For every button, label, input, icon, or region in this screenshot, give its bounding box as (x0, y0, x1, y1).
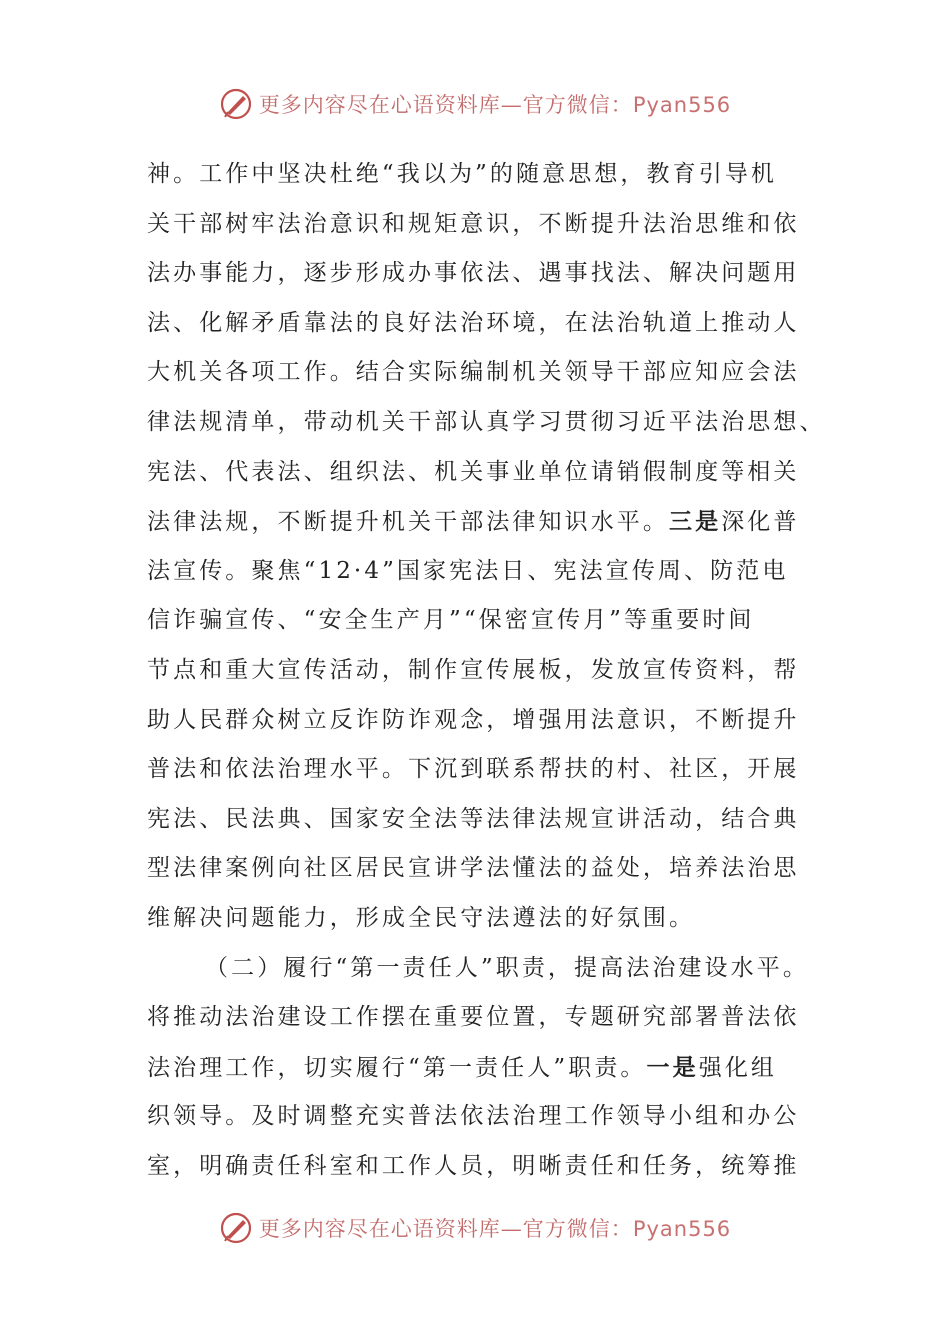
quill-logo-icon (219, 87, 253, 121)
quill-logo-icon (219, 1211, 253, 1245)
text-line: 维解决问题能力，形成全民守法遵法的好氛围。 (147, 904, 696, 931)
watermark-text: 更多内容尽在心语资料库—官方微信：Pyan556 (258, 93, 732, 117)
bold-marker: 一是 (646, 1053, 699, 1081)
text-line: 室，明确责任科室和工作人员，明晰责任和任务，统筹推 (147, 1152, 800, 1179)
text-line: 将推动法治建设工作摆在重要位置，专题研究部署普法依 (147, 1004, 800, 1031)
text-line: 宪法、民法典、国家安全法等法律法规宣讲活动，结合典 (147, 805, 800, 832)
text-line: 法治理工作，切实履行“第一责任人”职责。一是强化组 (147, 1053, 778, 1081)
text-line: 信诈骗宣传、“安全生产月”“保密宣传月”等重要时间 (147, 607, 755, 634)
text-line: 法、化解矛盾靠法的良好法治环境，在法治轨道上推动人 (147, 309, 800, 336)
text-line: 助人民群众树立反诈防诈观念，增强用法意识，不断提升 (147, 706, 800, 733)
header-watermark (0, 84, 950, 124)
text-line: 法办事能力，逐步形成办事依法、遇事找法、解决问题用 (147, 260, 800, 287)
text-line: 律法规清单，带动机关干部认真学习贯彻习近平法治思想、 (147, 408, 826, 435)
text-line: 织领导。及时调整充实普法依法治理工作领导小组和办公 (147, 1103, 800, 1130)
text-line: 大机关各项工作。结合实际编制机关领导干部应知应会法 (147, 359, 800, 386)
text-line: 节点和重大宣传活动，制作宣传展板，发放宣传资料，帮 (147, 656, 800, 683)
document-body (147, 150, 826, 1191)
text-line: 法宣传。聚焦“12·4”国家宪法日、宪法宣传周、防范电 (147, 557, 789, 584)
text-line: 关干部树牢法治意识和规矩意识，不断提升法治思维和依 (147, 210, 800, 237)
text-line: 法律法规，不断提升机关干部法律知识水平。三是深化普 (147, 508, 800, 536)
text-line: 普法和依法治理水平。下沉到联系帮扶的村、社区，开展 (147, 756, 800, 783)
footer-watermark (0, 1208, 950, 1248)
watermark-text: 更多内容尽在心语资料库—官方微信：Pyan556 (258, 1217, 732, 1241)
section-heading-line: （二）履行“第一责任人”职责，提高法治建设水平。 (205, 954, 809, 981)
bold-marker: 三是 (669, 508, 722, 536)
text-line: 宪法、代表法、组织法、机关事业单位请销假制度等相关 (147, 458, 800, 485)
text-line: 神。工作中坚决杜绝“我以为”的随意思想，教育引导机 (147, 161, 778, 187)
text-line: 型法律案例向社区居民宣讲学法懂法的益处，培养法治思 (147, 855, 800, 882)
